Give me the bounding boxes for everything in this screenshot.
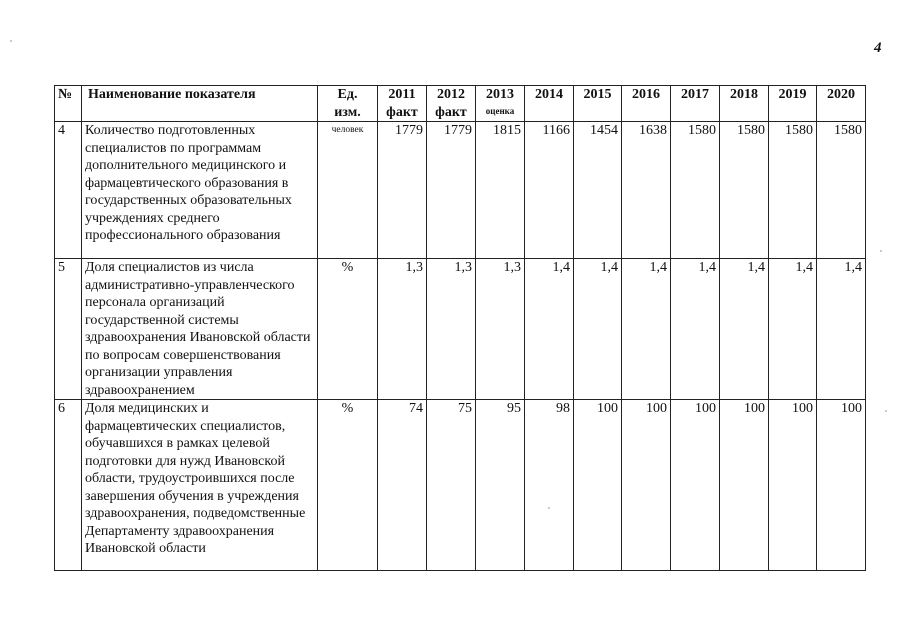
value-2013: 95 xyxy=(476,400,525,571)
value-2019: 100 xyxy=(769,400,817,571)
value-2018: 100 xyxy=(720,400,769,571)
row-indicator-name: Доля специалистов из числа административно-управленческого персонала организаций государственной системы здравоохранения Ивановской области по вопросам совершенствования организации управления здравоохранением xyxy=(82,259,318,400)
header-year: 2011 xyxy=(388,87,416,102)
row-number: 4 xyxy=(55,122,82,259)
header-year-note: факт xyxy=(435,104,467,120)
value-2016: 1,4 xyxy=(622,259,671,400)
value-2020: 100 xyxy=(817,400,866,571)
value-2020: 1580 xyxy=(817,122,866,259)
indicators-table xyxy=(54,85,866,571)
scan-speck xyxy=(880,250,882,252)
value-2013: 1,3 xyxy=(476,259,525,400)
table-row xyxy=(55,400,866,571)
row-unit: человек xyxy=(318,122,378,259)
scan-speck xyxy=(885,410,887,412)
header-year: 2013 xyxy=(486,87,514,102)
page-number-mark: 4 xyxy=(874,40,882,56)
value-2014: 98 xyxy=(525,400,574,571)
value-2015: 100 xyxy=(574,400,622,571)
value-2011: 1,3 xyxy=(378,259,427,400)
value-2017: 1580 xyxy=(671,122,720,259)
value-2011: 1779 xyxy=(378,122,427,259)
header-year-2018: 2018 xyxy=(720,86,769,122)
table-row xyxy=(55,122,866,259)
header-year-2014: 2014 xyxy=(525,86,574,122)
value-2019: 1,4 xyxy=(769,259,817,400)
value-2017: 100 xyxy=(671,400,720,571)
header-year-2012 xyxy=(427,86,476,122)
value-2016: 100 xyxy=(622,400,671,571)
header-indicator-name: Наименование показателя xyxy=(82,86,318,122)
header-unit-line1: Ед. xyxy=(337,87,358,102)
scan-speck xyxy=(10,40,12,42)
scan-speck xyxy=(548,507,550,509)
header-row xyxy=(55,86,866,122)
header-unit xyxy=(318,86,378,122)
header-year-2020: 2020 xyxy=(817,86,866,122)
value-2018: 1,4 xyxy=(720,259,769,400)
header-unit-line2: изм. xyxy=(334,104,361,120)
value-2012: 1,3 xyxy=(427,259,476,400)
row-unit: % xyxy=(318,259,378,400)
row-number: 5 xyxy=(55,259,82,400)
value-2012: 1779 xyxy=(427,122,476,259)
value-2020: 1,4 xyxy=(817,259,866,400)
value-2014: 1166 xyxy=(525,122,574,259)
table-row xyxy=(55,259,866,400)
value-2018: 1580 xyxy=(720,122,769,259)
header-year-2011 xyxy=(378,86,427,122)
header-year-2019: 2019 xyxy=(769,86,817,122)
value-2013: 1815 xyxy=(476,122,525,259)
row-number: 6 xyxy=(55,400,82,571)
value-2012: 75 xyxy=(427,400,476,571)
header-year-2015: 2015 xyxy=(574,86,622,122)
header-year-2013 xyxy=(476,86,525,122)
header-year: 2012 xyxy=(437,87,465,102)
value-2019: 1580 xyxy=(769,122,817,259)
header-year-note: оценка xyxy=(485,105,515,116)
header-number: № xyxy=(55,86,82,122)
header-year-2016: 2016 xyxy=(622,86,671,122)
value-2017: 1,4 xyxy=(671,259,720,400)
value-2011: 74 xyxy=(378,400,427,571)
value-2014: 1,4 xyxy=(525,259,574,400)
value-2015: 1,4 xyxy=(574,259,622,400)
header-year-note: факт xyxy=(386,104,418,120)
row-indicator-name: Количество подготовленных специалистов по программам дополнительного медицинского и фармацевтического образования в государственных образовательных учреждениях среднего профессионального образования xyxy=(82,122,318,259)
value-2016: 1638 xyxy=(622,122,671,259)
header-year-2017: 2017 xyxy=(671,86,720,122)
row-indicator-name: Доля медицинских и фармацевтических специалистов, обучавшихся в рамках целевой подготовки для нужд Ивановской области, трудоустроившихся после завершения обучения в учреждения здравоохранения, подведомственные Департаменту здравоохранения Ивановской области xyxy=(82,400,318,571)
row-unit: % xyxy=(318,400,378,571)
value-2015: 1454 xyxy=(574,122,622,259)
